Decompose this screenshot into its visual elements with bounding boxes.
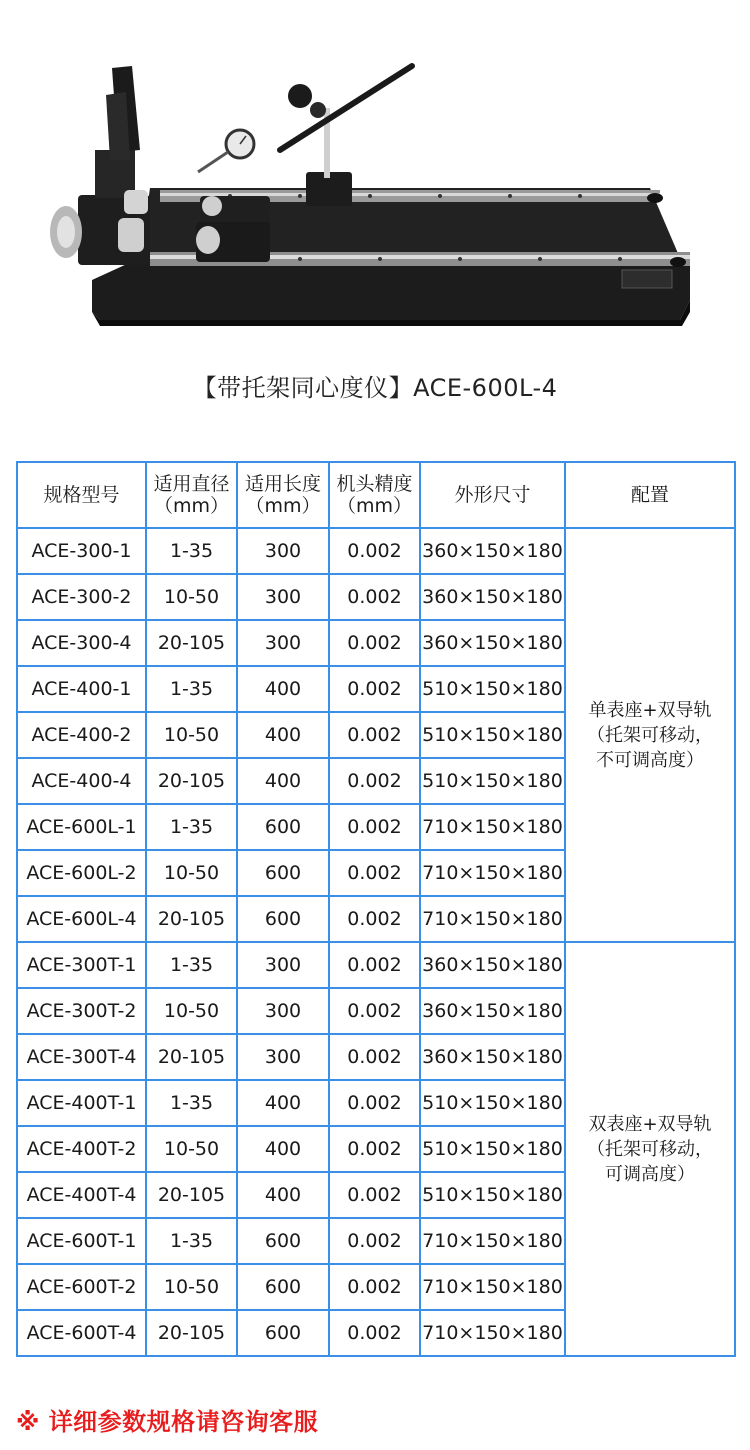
cell-precision: 0.002 [329, 804, 420, 850]
cell-size: 710×150×180 [420, 896, 565, 942]
cell-size: 510×150×180 [420, 1172, 565, 1218]
cell-precision: 0.002 [329, 528, 420, 574]
cell-size: 360×150×180 [420, 574, 565, 620]
product-photo [0, 0, 750, 350]
cell-size: 510×150×180 [420, 1080, 565, 1126]
cell-length: 300 [237, 988, 329, 1034]
cell-diameter: 20-105 [146, 1172, 237, 1218]
cell-size: 710×150×180 [420, 850, 565, 896]
config-line: 单表座+双导轨 [588, 699, 712, 721]
cell-length: 400 [237, 1172, 329, 1218]
cell-model: ACE-300T-2 [17, 988, 146, 1034]
column-header-precision [329, 462, 420, 528]
cell-model: ACE-400-2 [17, 712, 146, 758]
table-row [17, 528, 735, 574]
table-row [17, 942, 735, 988]
cell-diameter: 1-35 [146, 1218, 237, 1264]
cell-precision: 0.002 [329, 666, 420, 712]
table-header-row [17, 462, 735, 528]
cell-precision: 0.002 [329, 1264, 420, 1310]
cell-model: ACE-400-1 [17, 666, 146, 712]
cell-diameter: 20-105 [146, 758, 237, 804]
cell-size: 360×150×180 [420, 528, 565, 574]
cell-length: 300 [237, 620, 329, 666]
spec-table [16, 461, 736, 1357]
cell-model: ACE-600T-1 [17, 1218, 146, 1264]
cell-model: ACE-400T-4 [17, 1172, 146, 1218]
cell-precision: 0.002 [329, 620, 420, 666]
cell-config [565, 528, 735, 942]
column-header-label: 外形尺寸 [454, 484, 531, 506]
column-header-diameter [146, 462, 237, 528]
cell-model: ACE-600L-2 [17, 850, 146, 896]
cell-diameter: 20-105 [146, 620, 237, 666]
cell-size: 510×150×180 [420, 758, 565, 804]
column-header-label: 配置 [630, 484, 669, 506]
cell-model: ACE-300-4 [17, 620, 146, 666]
cell-size: 710×150×180 [420, 1264, 565, 1310]
cell-precision: 0.002 [329, 942, 420, 988]
table-body [17, 528, 735, 1356]
cell-precision: 0.002 [329, 1034, 420, 1080]
cell-model: ACE-400T-2 [17, 1126, 146, 1172]
column-header-unit: （mm） [245, 495, 321, 517]
cell-length: 300 [237, 1034, 329, 1080]
cell-precision: 0.002 [329, 758, 420, 804]
cell-length: 600 [237, 850, 329, 896]
column-header-model [17, 462, 146, 528]
cell-precision: 0.002 [329, 988, 420, 1034]
column-header-config [565, 462, 735, 528]
cell-diameter: 20-105 [146, 896, 237, 942]
config-line: （托架可移动， [587, 724, 713, 746]
cell-precision: 0.002 [329, 850, 420, 896]
cell-size: 510×150×180 [420, 1126, 565, 1172]
cell-size: 710×150×180 [420, 1310, 565, 1356]
cell-size: 510×150×180 [420, 666, 565, 712]
cell-diameter: 1-35 [146, 804, 237, 850]
column-header-label: 适用直径 [153, 473, 230, 495]
cell-length: 400 [237, 758, 329, 804]
product-caption: 【带托架同心度仪】ACE-600L-4 [192, 374, 558, 402]
cell-precision: 0.002 [329, 574, 420, 620]
cell-size: 710×150×180 [420, 1218, 565, 1264]
cell-size: 360×150×180 [420, 620, 565, 666]
cell-precision: 0.002 [329, 712, 420, 758]
cell-length: 400 [237, 666, 329, 712]
config-line: 双表座+双导轨 [588, 1113, 712, 1135]
column-header-size [420, 462, 565, 528]
cell-model: ACE-300T-4 [17, 1034, 146, 1080]
cell-config [565, 942, 735, 1356]
config-line: （托架可移动， [587, 1138, 713, 1160]
footnote: ※ 详细参数规格请咨询客服 [16, 1408, 319, 1436]
cell-precision: 0.002 [329, 1126, 420, 1172]
cell-length: 400 [237, 1080, 329, 1126]
cell-length: 400 [237, 712, 329, 758]
cell-diameter: 1-35 [146, 942, 237, 988]
cell-diameter: 1-35 [146, 528, 237, 574]
cell-length: 300 [237, 528, 329, 574]
cell-precision: 0.002 [329, 1218, 420, 1264]
cell-size: 710×150×180 [420, 804, 565, 850]
column-header-length [237, 462, 329, 528]
column-header-label: 规格型号 [43, 484, 120, 506]
cell-diameter: 20-105 [146, 1310, 237, 1356]
cell-diameter: 20-105 [146, 1034, 237, 1080]
cell-length: 600 [237, 1264, 329, 1310]
cell-diameter: 10-50 [146, 1126, 237, 1172]
cell-model: ACE-600T-2 [17, 1264, 146, 1310]
cell-model: ACE-300-2 [17, 574, 146, 620]
config-line: 不可调高度） [596, 749, 704, 771]
column-header-label: 机头精度 [336, 473, 413, 495]
cell-size: 360×150×180 [420, 988, 565, 1034]
cell-length: 300 [237, 942, 329, 988]
cell-model: ACE-400T-1 [17, 1080, 146, 1126]
cell-model: ACE-300-1 [17, 528, 146, 574]
cell-precision: 0.002 [329, 1172, 420, 1218]
config-line: 可调高度） [605, 1163, 695, 1185]
cell-precision: 0.002 [329, 1310, 420, 1356]
cell-length: 600 [237, 1310, 329, 1356]
cell-diameter: 10-50 [146, 988, 237, 1034]
column-header-unit: （mm） [153, 495, 230, 517]
column-header-unit: （mm） [336, 495, 413, 517]
cell-length: 400 [237, 1126, 329, 1172]
cell-diameter: 10-50 [146, 712, 237, 758]
cell-size: 360×150×180 [420, 1034, 565, 1080]
cell-diameter: 10-50 [146, 574, 237, 620]
cell-diameter: 10-50 [146, 1264, 237, 1310]
cell-model: ACE-600L-4 [17, 896, 146, 942]
cell-precision: 0.002 [329, 1080, 420, 1126]
cell-diameter: 1-35 [146, 1080, 237, 1126]
cell-size: 510×150×180 [420, 712, 565, 758]
cell-length: 600 [237, 1218, 329, 1264]
cell-model: ACE-600L-1 [17, 804, 146, 850]
column-header-label: 适用长度 [244, 473, 321, 495]
cell-length: 600 [237, 896, 329, 942]
cell-model: ACE-300T-1 [17, 942, 146, 988]
cell-diameter: 10-50 [146, 850, 237, 896]
cell-diameter: 1-35 [146, 666, 237, 712]
cell-length: 600 [237, 804, 329, 850]
cell-model: ACE-600T-4 [17, 1310, 146, 1356]
cell-length: 300 [237, 574, 329, 620]
cell-precision: 0.002 [329, 896, 420, 942]
cell-model: ACE-400-4 [17, 758, 146, 804]
cell-size: 360×150×180 [420, 942, 565, 988]
